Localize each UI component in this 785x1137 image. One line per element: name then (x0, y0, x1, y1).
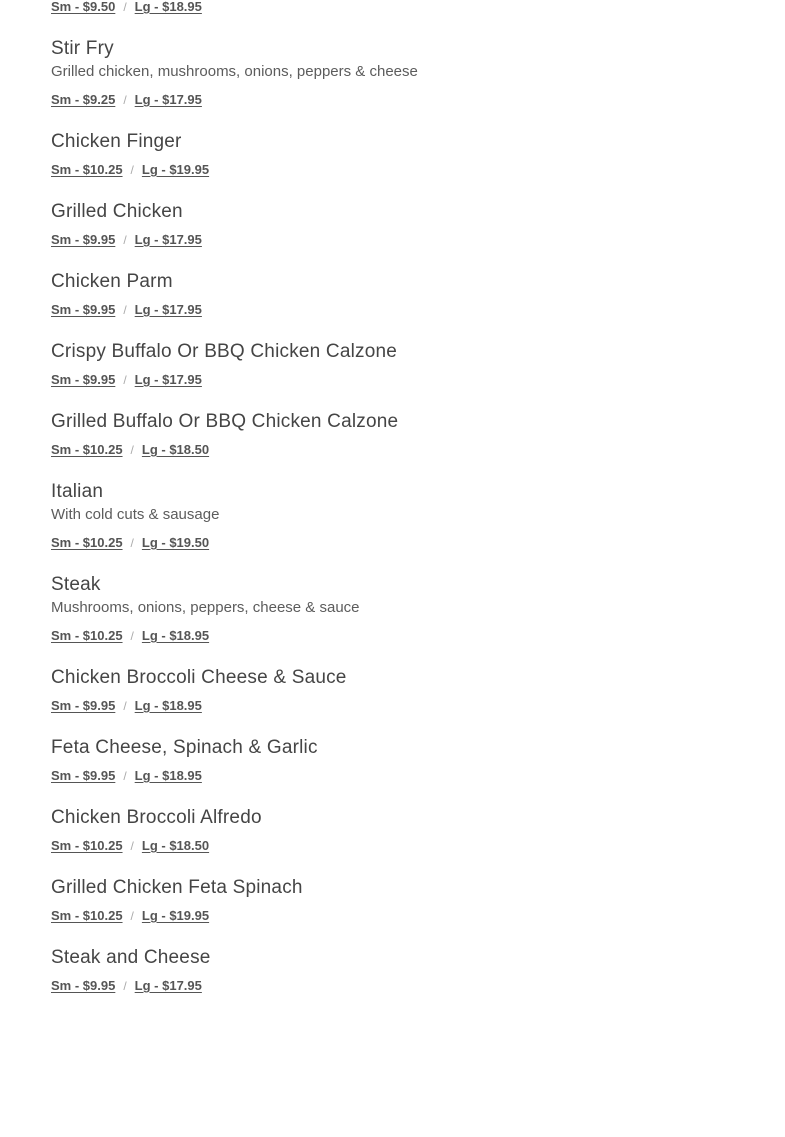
menu-item-name: Chicken Parm (51, 271, 173, 292)
menu-list (51, 0, 751, 1016)
small-price-link[interactable]: Sm - $10.25 (51, 442, 123, 457)
price-options (51, 535, 751, 551)
small-price-link[interactable]: Sm - $9.25 (51, 92, 116, 107)
price-options (51, 162, 751, 178)
small-price-link[interactable]: Sm - $10.25 (51, 838, 123, 853)
menu-item-name: Grilled Chicken Feta Spinach (51, 877, 303, 898)
small-price-link[interactable]: Sm - $10.25 (51, 535, 123, 550)
large-price-link[interactable]: Lg - $18.95 (141, 628, 210, 643)
small-price-link[interactable]: Sm - $9.95 (51, 372, 116, 387)
small-price-link[interactable]: Sm - $9.95 (51, 698, 116, 713)
large-price-link[interactable]: Lg - $18.95 (134, 698, 202, 713)
menu-item-name: Crispy Buffalo Or BBQ Chicken Calzone (51, 341, 398, 362)
price-separator: / (123, 769, 127, 783)
menu-item (51, 480, 751, 551)
menu-item (51, 37, 751, 108)
large-price-link[interactable]: Lg - $18.50 (141, 442, 210, 457)
price-options (51, 628, 751, 644)
price-separator: / (130, 839, 134, 853)
large-price-link[interactable]: Lg - $17.95 (134, 302, 202, 317)
price-separator: / (130, 163, 134, 177)
price-separator: / (130, 909, 134, 923)
large-price-link[interactable]: Lg - $18.50 (141, 838, 210, 853)
price-options (51, 698, 751, 714)
small-price-link[interactable]: Sm - $10.25 (51, 162, 123, 177)
small-price-link[interactable]: Sm - $10.25 (51, 908, 123, 923)
price-options (51, 232, 751, 248)
menu-item (51, 806, 751, 854)
small-price-link[interactable]: Sm - $9.50 (51, 0, 116, 14)
menu-item-name: Stir Fry (51, 38, 114, 59)
price-separator: / (123, 979, 127, 993)
price-separator: / (130, 536, 134, 550)
menu-item-name: Chicken Finger (51, 131, 182, 152)
menu-item-description: With cold cuts & sausage (51, 506, 220, 523)
large-price-link[interactable]: Lg - $17.95 (134, 978, 202, 993)
price-options (51, 0, 751, 15)
price-options (51, 302, 751, 318)
large-price-link[interactable]: Lg - $17.95 (134, 92, 202, 107)
menu-item-name: Steak (51, 574, 101, 595)
menu-item-name: Grilled Chicken (51, 201, 183, 222)
large-price-link[interactable]: Lg - $17.95 (134, 372, 202, 387)
menu-item-name: Italian (51, 481, 104, 502)
price-separator: / (123, 93, 127, 107)
small-price-link[interactable]: Sm - $9.95 (51, 978, 116, 993)
menu-item (51, 410, 751, 458)
menu-item-name: Chicken Broccoli Cheese & Sauce (51, 667, 347, 688)
large-price-link[interactable]: Lg - $19.95 (141, 162, 210, 177)
small-price-link[interactable]: Sm - $9.95 (51, 768, 116, 783)
menu-item (51, 200, 751, 248)
menu-item-description: Grilled chicken, mushrooms, onions, peppers & cheese (51, 63, 418, 80)
small-price-link[interactable]: Sm - $10.25 (51, 628, 123, 643)
menu-item-description: Mushrooms, onions, peppers, cheese & sauce (51, 599, 360, 616)
menu-item-name: Chicken Broccoli Alfredo (51, 807, 262, 828)
menu-item (51, 340, 751, 388)
price-separator: / (123, 373, 127, 387)
menu-item (51, 573, 751, 644)
small-price-link[interactable]: Sm - $9.95 (51, 232, 116, 247)
menu-item-name: Feta Cheese, Spinach & Garlic (51, 737, 318, 758)
menu-item (51, 946, 751, 994)
menu-item (51, 876, 751, 924)
large-price-link[interactable]: Lg - $19.95 (141, 908, 210, 923)
price-options (51, 768, 751, 784)
large-price-link[interactable]: Lg - $17.95 (134, 232, 202, 247)
menu-item (51, 130, 751, 178)
large-price-link[interactable]: Lg - $18.95 (134, 0, 202, 14)
price-separator: / (123, 0, 127, 14)
price-separator: / (123, 699, 127, 713)
price-separator: / (130, 629, 134, 643)
price-options (51, 908, 751, 924)
price-separator: / (123, 303, 127, 317)
price-options (51, 442, 751, 458)
large-price-link[interactable]: Lg - $18.95 (134, 768, 202, 783)
large-price-link[interactable]: Lg - $19.50 (141, 535, 210, 550)
price-options (51, 838, 751, 854)
price-options (51, 92, 751, 108)
menu-item-name: Steak and Cheese (51, 947, 211, 968)
price-options (51, 372, 751, 388)
price-separator: / (130, 443, 134, 457)
menu-item (51, 0, 751, 15)
menu-item (51, 666, 751, 714)
menu-item (51, 270, 751, 318)
price-options (51, 978, 751, 994)
price-separator: / (123, 233, 127, 247)
small-price-link[interactable]: Sm - $9.95 (51, 302, 116, 317)
menu-item (51, 736, 751, 784)
menu-item-name: Grilled Buffalo Or BBQ Chicken Calzone (51, 411, 399, 432)
